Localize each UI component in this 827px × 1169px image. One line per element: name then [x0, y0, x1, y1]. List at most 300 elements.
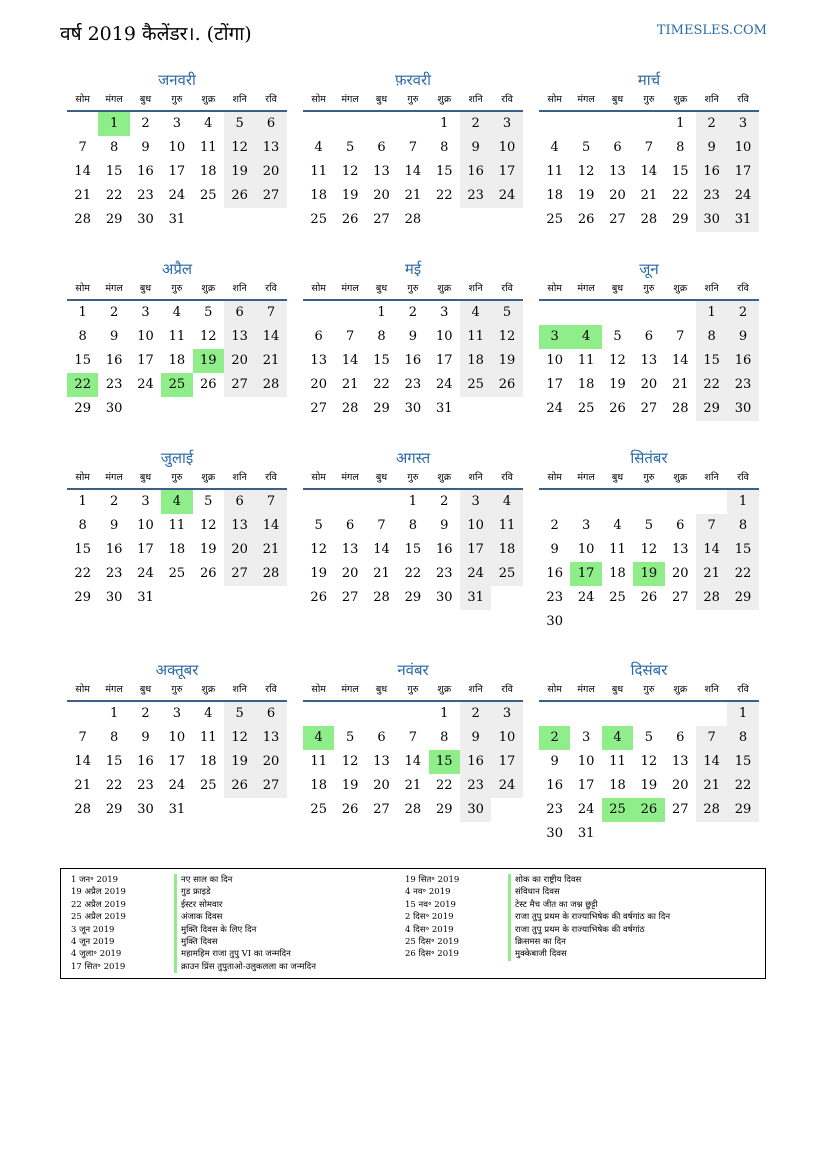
day-cell: 28: [404, 212, 422, 227]
day-cell: 2: [440, 494, 449, 509]
day-cell: 16: [137, 164, 154, 179]
day-cell: 17: [168, 164, 186, 179]
day-cell: 6: [314, 329, 323, 344]
day-cell: 17: [137, 353, 154, 368]
day-cell: 14: [74, 164, 91, 179]
month-11: [303, 660, 523, 822]
week-row: [539, 750, 759, 774]
day-cell: 4: [204, 116, 213, 131]
day-cell: 13: [609, 164, 626, 179]
day-cell: 20: [255, 160, 286, 184]
weekday-header: [539, 468, 759, 490]
holiday-name: संविधान दिवस: [508, 886, 670, 898]
empty-cell: [193, 397, 224, 421]
day-cell: 1: [78, 494, 87, 509]
day-cell: 9: [141, 140, 150, 155]
holiday-date: 4 नव॰ 2019: [405, 887, 451, 898]
week-row: [539, 208, 759, 232]
day-cell: 4: [602, 726, 633, 750]
day-cell: 26: [341, 802, 359, 817]
day-cell: 28: [696, 586, 727, 610]
day-cell: 12: [310, 542, 327, 557]
day-cell: 3: [491, 112, 522, 136]
week-row: [303, 112, 523, 136]
day-cell: 13: [373, 164, 390, 179]
day-cell: 4: [460, 301, 491, 325]
empty-cell: [665, 490, 696, 514]
day-cell: 17: [137, 542, 154, 557]
empty-cell: [727, 610, 758, 634]
day-cell: 31: [168, 212, 186, 227]
day-cell: 24: [460, 562, 491, 586]
day-cell: 27: [341, 590, 359, 605]
day-cell: 11: [310, 164, 327, 179]
week-row: [303, 774, 523, 798]
day-cell: 15: [727, 750, 758, 774]
day-cell: 14: [696, 538, 727, 562]
empty-cell: [602, 702, 633, 726]
weekday-label: रवि: [737, 684, 749, 695]
day-cell: 16: [696, 160, 727, 184]
day-cell: 10: [168, 730, 186, 745]
day-cell: 15: [696, 349, 727, 373]
empty-cell: [539, 702, 570, 726]
week-row: [67, 750, 287, 774]
day-cell: 14: [404, 164, 422, 179]
day-cell: 17: [727, 160, 758, 184]
day-cell: 31: [577, 826, 595, 841]
day-cell: 30: [404, 401, 422, 416]
holiday-date: 2 दिस॰ 2019: [405, 912, 454, 923]
empty-cell: [224, 798, 255, 822]
day-cell: 23: [137, 778, 154, 793]
day-cell: 21: [696, 562, 727, 586]
day-cell: 13: [255, 136, 286, 160]
day-cell: 6: [345, 518, 355, 533]
day-cell: 21: [671, 377, 689, 392]
week-row: [539, 301, 759, 325]
day-cell: 9: [550, 542, 559, 557]
day-cell: 27: [224, 373, 255, 397]
week-row: [67, 160, 287, 184]
empty-cell: [633, 490, 664, 514]
day-cell: 19: [633, 562, 664, 586]
day-cell: 13: [310, 353, 327, 368]
weekday-label: बुध: [375, 94, 388, 105]
empty-cell: [397, 112, 428, 136]
day-cell: 27: [310, 401, 327, 416]
day-cell: 20: [671, 566, 689, 581]
holiday-name: क्रिसमस का दिन: [508, 936, 670, 948]
day-cell: 16: [105, 353, 123, 368]
weekday-label: शुक्र: [673, 94, 688, 105]
day-cell: 10: [577, 542, 595, 557]
empty-cell: [460, 397, 491, 421]
empty-cell: [665, 610, 696, 634]
day-cell: 4: [204, 706, 213, 721]
holiday-dates-col-2: [405, 874, 459, 961]
day-cell: 17: [168, 754, 186, 769]
day-cell: 5: [491, 301, 522, 325]
week-row: [539, 184, 759, 208]
weekday-label: सोम: [75, 283, 90, 294]
day-cell: 6: [224, 490, 255, 514]
empty-cell: [193, 208, 224, 232]
weekday-label: सोम: [75, 684, 90, 695]
day-cell: 10: [168, 140, 186, 155]
day-cell: 7: [78, 140, 87, 155]
empty-cell: [491, 397, 522, 421]
empty-cell: [633, 702, 664, 726]
week-row: [303, 397, 523, 421]
day-cell: 15: [727, 538, 758, 562]
weekday-label: सोम: [311, 684, 326, 695]
empty-cell: [366, 702, 397, 726]
day-cell: 3: [539, 325, 570, 349]
day-cell: 20: [609, 188, 626, 203]
week-row: [67, 349, 287, 373]
day-cell: 13: [671, 754, 689, 769]
day-cell: 16: [546, 566, 563, 581]
day-cell: 13: [373, 754, 390, 769]
holiday-list: [60, 868, 766, 979]
day-cell: 30: [105, 401, 123, 416]
day-cell: 12: [224, 726, 255, 750]
holiday-name: राजा तुपु प्रथम के राज्याभिषेक की वर्षगांठ: [508, 924, 670, 936]
day-cell: 4: [172, 305, 181, 320]
month-6: [539, 259, 759, 421]
day-cell: 13: [224, 325, 255, 349]
weekday-label: रवि: [265, 283, 277, 294]
day-cell: 7: [255, 301, 286, 325]
week-row: [303, 702, 523, 726]
day-cell: 25: [161, 373, 192, 397]
holiday-name: शोक का राष्ट्रीय दिवस: [508, 874, 670, 886]
day-cell: 18: [310, 188, 327, 203]
day-cell: 14: [341, 353, 359, 368]
day-cell: 9: [109, 518, 119, 533]
day-cell: 17: [577, 778, 595, 793]
day-cell: 8: [676, 140, 685, 155]
weekday-label: मंगल: [341, 283, 359, 294]
month-name: नवंबर: [397, 661, 429, 679]
month-name: जून: [639, 260, 659, 278]
day-cell: 27: [609, 212, 626, 227]
day-cell: 17: [570, 562, 601, 586]
day-cell: 19: [341, 188, 359, 203]
day-cell: 30: [460, 798, 491, 822]
day-cell: 24: [577, 802, 595, 817]
weekday-header: [67, 279, 287, 301]
holiday-date: 4 जून 2019: [71, 936, 115, 947]
month-7: [67, 448, 287, 610]
week-row: [303, 514, 523, 538]
day-cell: 10: [137, 329, 154, 344]
day-cell: 4: [303, 726, 334, 750]
weekday-label: गुरु: [407, 94, 419, 105]
day-cell: 26: [577, 212, 595, 227]
day-cell: 7: [644, 140, 653, 155]
week-row: [539, 349, 759, 373]
month-1: [67, 70, 287, 232]
empty-cell: [602, 822, 633, 846]
day-cell: 9: [141, 730, 150, 745]
day-cell: 26: [199, 377, 217, 392]
day-cell: 14: [671, 353, 689, 368]
weekday-label: शुक्र: [437, 283, 452, 294]
day-cell: 5: [345, 140, 355, 155]
holiday-name: मुक्ति दिवस: [174, 936, 316, 948]
day-cell: 22: [105, 188, 123, 203]
day-cell: 2: [727, 301, 758, 325]
day-cell: 26: [310, 590, 327, 605]
holiday-name: नए साल का दिन: [174, 874, 316, 886]
month-name: दिसंबर: [630, 661, 668, 679]
weekday-label: गुरु: [171, 283, 183, 294]
month-2: [303, 70, 523, 232]
day-cell: 3: [141, 305, 150, 320]
day-cell: 18: [491, 538, 522, 562]
weekday-label: मंगल: [577, 472, 595, 483]
day-cell: 26: [633, 798, 664, 822]
day-cell: 1: [440, 116, 449, 131]
day-cell: 31: [137, 590, 154, 605]
empty-cell: [539, 112, 570, 136]
empty-cell: [665, 702, 696, 726]
day-cell: 8: [78, 329, 87, 344]
day-cell: 12: [577, 164, 595, 179]
day-cell: 18: [168, 542, 186, 557]
day-cell: 16: [546, 778, 563, 793]
month-4: [67, 259, 287, 421]
week-row: [539, 586, 759, 610]
day-cell: 2: [460, 702, 491, 726]
week-row: [539, 490, 759, 514]
day-cell: 20: [373, 188, 390, 203]
month-name: फ़रवरी: [394, 71, 432, 89]
month-name: अप्रैल: [161, 260, 193, 278]
day-cell: 20: [224, 349, 255, 373]
weekday-header: [67, 90, 287, 112]
day-cell: 16: [727, 349, 758, 373]
day-cell: 29: [671, 212, 689, 227]
day-cell: 22: [696, 373, 727, 397]
weekday-label: शुक्र: [201, 94, 216, 105]
day-cell: 11: [546, 164, 563, 179]
empty-cell: [602, 490, 633, 514]
day-cell: 18: [546, 188, 563, 203]
day-cell: 11: [168, 518, 186, 533]
day-cell: 9: [109, 329, 119, 344]
day-cell: 17: [491, 160, 522, 184]
day-cell: 2: [141, 116, 150, 131]
week-row: [67, 373, 287, 397]
month-name: सितंबर: [630, 449, 668, 467]
month-name: जनवरी: [158, 71, 196, 89]
day-cell: 7: [676, 329, 685, 344]
weekday-label: गुरु: [643, 94, 655, 105]
day-cell: 18: [609, 778, 626, 793]
day-cell: 18: [460, 349, 491, 373]
weekday-label: गुरु: [643, 472, 655, 483]
day-cell: 23: [404, 377, 422, 392]
weekday-label: शुक्र: [673, 472, 688, 483]
day-cell: 14: [696, 750, 727, 774]
weekday-label: शनि: [468, 472, 483, 483]
empty-cell: [303, 112, 334, 136]
day-cell: 16: [105, 542, 123, 557]
day-cell: 9: [408, 329, 417, 344]
page-title: वर्ष 2019 कैलेंडर।. (टोंगा): [60, 23, 252, 45]
day-cell: 5: [644, 518, 653, 533]
week-row: [303, 160, 523, 184]
day-cell: 19: [341, 778, 359, 793]
week-row: [67, 798, 287, 822]
day-cell: 18: [609, 566, 626, 581]
day-cell: 22: [727, 774, 758, 798]
weekday-label: रवि: [737, 94, 749, 105]
day-cell: 3: [727, 112, 758, 136]
day-cell: 29: [696, 397, 727, 421]
weekday-label: रवि: [501, 283, 513, 294]
week-row: [303, 490, 523, 514]
day-cell: 7: [377, 518, 386, 533]
day-cell: 11: [609, 542, 626, 557]
weekday-label: बुध: [375, 472, 388, 483]
empty-cell: [334, 490, 365, 514]
holiday-name: राजा तुपु प्रथम के राज्याभिषेक की वर्षगांठ का दिन: [508, 911, 670, 923]
day-cell: 6: [377, 730, 386, 745]
day-cell: 19: [224, 160, 255, 184]
empty-cell: [665, 301, 696, 325]
day-cell: 24: [137, 566, 154, 581]
weekday-label: गुरु: [407, 283, 419, 294]
weekday-label: सोम: [547, 283, 562, 294]
day-cell: 21: [255, 538, 286, 562]
day-cell: 14: [74, 754, 91, 769]
day-cell: 8: [78, 518, 87, 533]
month-12: [539, 660, 759, 846]
holiday-date: 15 नव॰ 2019: [405, 899, 456, 910]
week-row: [67, 702, 287, 726]
day-cell: 2: [109, 494, 119, 509]
day-cell: 22: [435, 188, 453, 203]
day-cell: 2: [550, 518, 559, 533]
month-name: मार्च: [637, 71, 661, 89]
weekday-label: सोम: [311, 94, 326, 105]
weekday-label: सोम: [75, 94, 90, 105]
weekday-label: बुध: [139, 684, 152, 695]
day-cell: 23: [460, 774, 491, 798]
day-cell: 23: [105, 377, 123, 392]
day-cell: 8: [727, 726, 758, 750]
day-cell: 11: [168, 329, 186, 344]
week-row: [539, 538, 759, 562]
day-cell: 25: [310, 212, 327, 227]
empty-cell: [570, 490, 601, 514]
weekday-label: रवि: [501, 94, 513, 105]
weekday-label: शनि: [232, 472, 247, 483]
empty-cell: [696, 702, 727, 726]
holiday-dates-col-1: [71, 874, 126, 973]
day-cell: 14: [255, 325, 286, 349]
day-cell: 4: [550, 140, 559, 155]
day-cell: 1: [727, 702, 758, 726]
day-cell: 25: [310, 802, 327, 817]
day-cell: 5: [644, 730, 653, 745]
day-cell: 3: [491, 702, 522, 726]
day-cell: 3: [172, 706, 181, 721]
day-cell: 30: [137, 802, 154, 817]
day-cell: 12: [640, 754, 658, 769]
day-cell: 1: [78, 305, 87, 320]
month-5: [303, 259, 523, 421]
weekday-label: बुध: [611, 684, 624, 695]
site-link[interactable]: TIMESLES.COM: [656, 23, 767, 38]
day-cell: 22: [671, 188, 689, 203]
empty-cell: [633, 301, 664, 325]
day-cell: 12: [640, 542, 658, 557]
day-cell: 6: [676, 730, 685, 745]
day-cell: 28: [671, 401, 689, 416]
weekday-label: शुक्र: [673, 283, 688, 294]
day-cell: 21: [640, 188, 658, 203]
day-cell: 3: [581, 518, 591, 533]
week-row: [539, 822, 759, 846]
day-cell: 26: [224, 774, 255, 798]
empty-cell: [334, 301, 365, 325]
day-cell: 12: [341, 754, 359, 769]
holiday-date: 4 दिस॰ 2019: [405, 924, 454, 935]
week-row: [67, 184, 287, 208]
day-cell: 4: [314, 140, 323, 155]
day-cell: 12: [491, 325, 522, 349]
empty-cell: [130, 397, 161, 421]
day-cell: 10: [460, 514, 491, 538]
day-cell: 6: [676, 518, 685, 533]
day-cell: 21: [404, 778, 422, 793]
weekday-label: शनि: [468, 283, 483, 294]
day-cell: 29: [727, 586, 758, 610]
day-cell: 25: [460, 373, 491, 397]
day-cell: 10: [435, 329, 453, 344]
weekday-label: शनि: [468, 684, 483, 695]
day-cell: 20: [310, 377, 327, 392]
day-cell: 25: [602, 798, 633, 822]
day-cell: 21: [74, 188, 91, 203]
day-cell: 29: [105, 212, 123, 227]
day-cell: 31: [727, 208, 758, 232]
weekday-label: गुरु: [407, 684, 419, 695]
day-cell: 9: [440, 518, 449, 533]
day-cell: 20: [640, 377, 658, 392]
holiday-date: 22 अप्रैल 2019: [71, 899, 126, 910]
day-cell: 21: [373, 566, 390, 581]
week-row: [303, 136, 523, 160]
weekday-label: शनि: [704, 472, 719, 483]
day-cell: 13: [640, 353, 658, 368]
week-row: [539, 514, 759, 538]
day-cell: 11: [491, 514, 522, 538]
day-cell: 18: [168, 353, 186, 368]
weekday-label: रवि: [737, 472, 749, 483]
weekday-label: शनि: [704, 684, 719, 695]
weekday-label: शुक्र: [437, 684, 452, 695]
empty-cell: [570, 610, 601, 634]
day-cell: 23: [546, 802, 563, 817]
weekday-label: मंगल: [105, 472, 123, 483]
week-row: [67, 208, 287, 232]
